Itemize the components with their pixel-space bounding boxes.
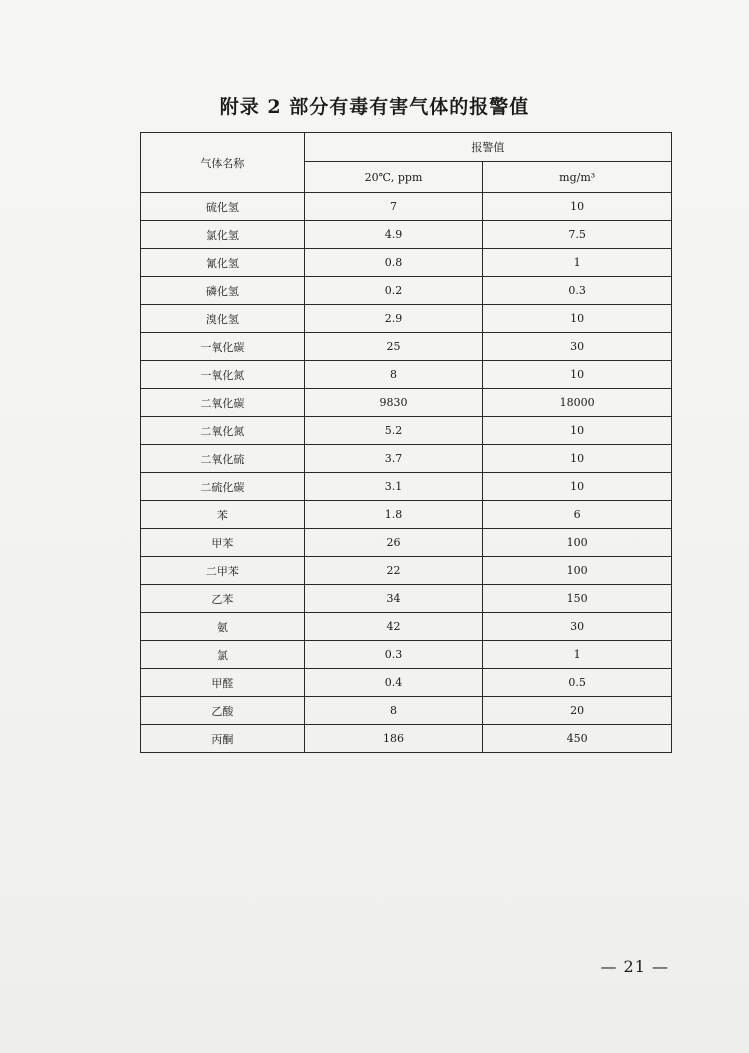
gas-name-cell: 二甲苯 (141, 557, 305, 585)
gas-name-cell: 乙酸 (141, 697, 305, 725)
table-row (141, 193, 672, 221)
gas-name-cell: 氰化氢 (141, 249, 305, 277)
header-unit-ppm: 20℃, ppm (304, 162, 483, 193)
mg-value-cell: 20 (483, 697, 672, 725)
mg-value-cell: 150 (483, 585, 672, 613)
gas-name-cell: 乙苯 (141, 585, 305, 613)
mg-value-cell: 10 (483, 473, 672, 501)
mg-value-cell: 6 (483, 501, 672, 529)
mg-value-cell: 7.5 (483, 221, 672, 249)
mg-value-cell: 0.5 (483, 669, 672, 697)
ppm-value-cell: 2.9 (304, 305, 483, 333)
mg-value-cell: 10 (483, 417, 672, 445)
gas-name-cell: 苯 (141, 501, 305, 529)
table-row (141, 697, 672, 725)
mg-value-cell: 1 (483, 249, 672, 277)
table-row (141, 725, 672, 753)
table-row (141, 305, 672, 333)
page-title: 附录 2 部分有毒有害气体的报警值 (219, 96, 530, 118)
header-alarm-value: 报警值 (304, 133, 671, 162)
ppm-value-cell: 0.4 (304, 669, 483, 697)
ppm-value-cell: 3.1 (304, 473, 483, 501)
mg-value-cell: 30 (483, 333, 672, 361)
gas-name-cell: 氯化氢 (141, 221, 305, 249)
gas-name-cell: 一氧化氮 (141, 361, 305, 389)
gas-name-cell: 氯 (141, 641, 305, 669)
ppm-value-cell: 0.2 (304, 277, 483, 305)
mg-value-cell: 10 (483, 193, 672, 221)
mg-value-cell: 10 (483, 445, 672, 473)
ppm-value-cell: 7 (304, 193, 483, 221)
ppm-value-cell: 0.3 (304, 641, 483, 669)
ppm-value-cell: 1.8 (304, 501, 483, 529)
table-row (141, 669, 672, 697)
table-row (141, 333, 672, 361)
ppm-value-cell: 8 (304, 697, 483, 725)
ppm-value-cell: 186 (304, 725, 483, 753)
gas-name-cell: 磷化氢 (141, 277, 305, 305)
ppm-value-cell: 4.9 (304, 221, 483, 249)
gas-name-cell: 硫化氢 (141, 193, 305, 221)
gas-name-cell: 丙酮 (141, 725, 305, 753)
table-row (141, 277, 672, 305)
gas-name-cell: 二氧化氮 (141, 417, 305, 445)
mg-value-cell: 100 (483, 557, 672, 585)
table-row (141, 417, 672, 445)
table-row (141, 249, 672, 277)
table-row (141, 221, 672, 249)
mg-value-cell: 30 (483, 613, 672, 641)
table-row (141, 641, 672, 669)
mg-value-cell: 100 (483, 529, 672, 557)
ppm-value-cell: 25 (304, 333, 483, 361)
header-gas-name: 气体名称 (141, 133, 305, 193)
ppm-value-cell: 8 (304, 361, 483, 389)
table-row (141, 501, 672, 529)
page-number: — 21 — (600, 957, 669, 976)
ppm-value-cell: 42 (304, 613, 483, 641)
mg-value-cell: 18000 (483, 389, 672, 417)
ppm-value-cell: 5.2 (304, 417, 483, 445)
table-row (141, 445, 672, 473)
mg-value-cell: 0.3 (483, 277, 672, 305)
table-row (141, 473, 672, 501)
table-row (141, 585, 672, 613)
gas-name-cell: 二氧化硫 (141, 445, 305, 473)
gas-name-cell: 二氧化碳 (141, 389, 305, 417)
gas-name-cell: 一氧化碳 (141, 333, 305, 361)
mg-value-cell: 450 (483, 725, 672, 753)
gas-name-cell: 氨 (141, 613, 305, 641)
table-row (141, 613, 672, 641)
gas-name-cell: 甲苯 (141, 529, 305, 557)
header-unit-mg: mg/m³ (483, 162, 672, 193)
ppm-value-cell: 34 (304, 585, 483, 613)
table-row (141, 557, 672, 585)
table-row (141, 361, 672, 389)
ppm-value-cell: 0.8 (304, 249, 483, 277)
gas-name-cell: 溴化氢 (141, 305, 305, 333)
table-row (141, 389, 672, 417)
ppm-value-cell: 26 (304, 529, 483, 557)
alarm-value-table (140, 132, 672, 753)
ppm-value-cell: 9830 (304, 389, 483, 417)
ppm-value-cell: 3.7 (304, 445, 483, 473)
table-row (141, 529, 672, 557)
mg-value-cell: 10 (483, 361, 672, 389)
mg-value-cell: 1 (483, 641, 672, 669)
table-body (141, 193, 672, 753)
gas-name-cell: 二硫化碳 (141, 473, 305, 501)
ppm-value-cell: 22 (304, 557, 483, 585)
gas-name-cell: 甲醛 (141, 669, 305, 697)
mg-value-cell: 10 (483, 305, 672, 333)
